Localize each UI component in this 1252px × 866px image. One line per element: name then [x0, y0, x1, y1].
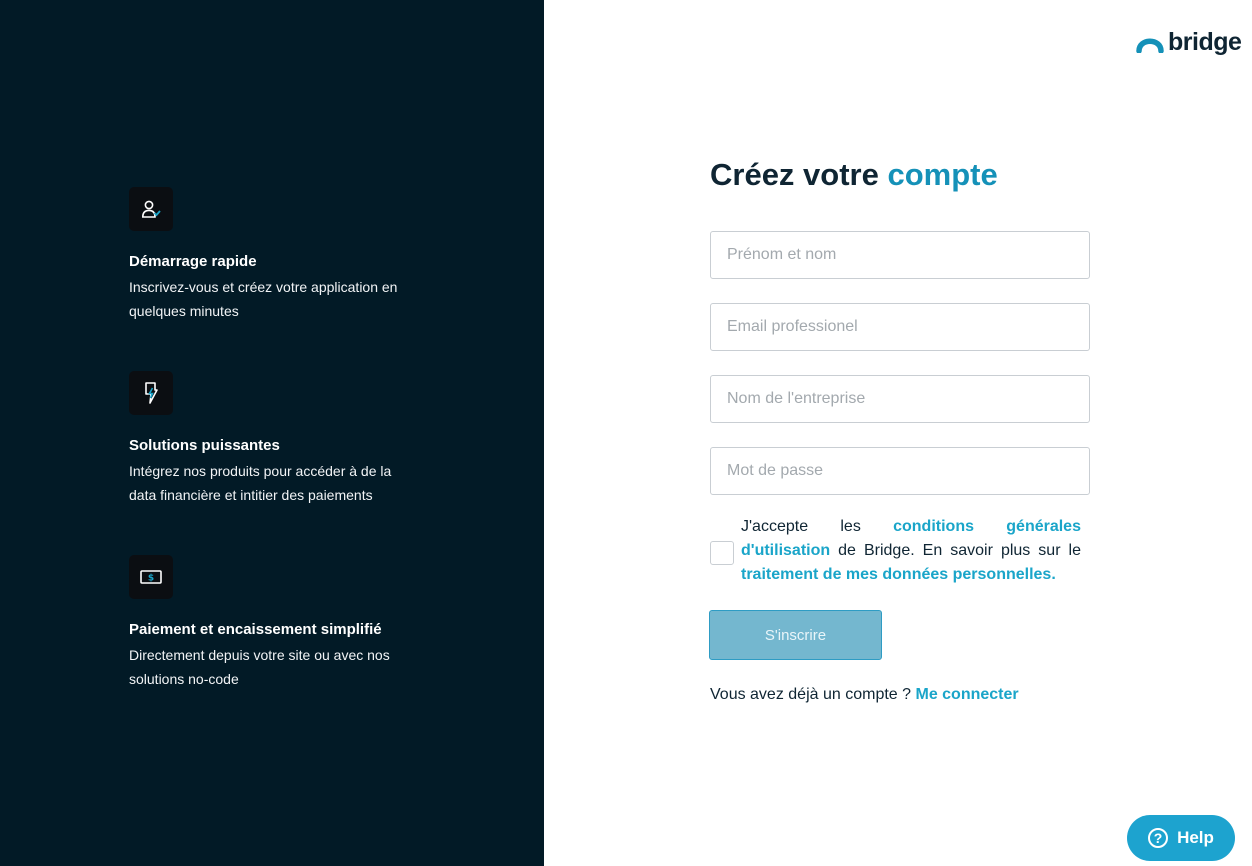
svg-text:$: $ — [147, 573, 155, 584]
feature-description — [129, 459, 419, 507]
privacy-link[interactable]: traitement de mes données personnelles. — [741, 566, 1056, 583]
terms-text — [741, 515, 1081, 587]
logo-text: bridge — [1168, 28, 1242, 56]
left-panel — [0, 0, 544, 866]
password-input[interactable] — [710, 447, 1090, 495]
full-name-input[interactable] — [710, 231, 1090, 279]
feature-description-line: Intégrez nos produits pour accéder à de la — [129, 463, 392, 479]
title-text: Créez votre — [710, 157, 879, 192]
feature-description — [129, 275, 419, 323]
user-check-icon — [129, 187, 173, 231]
bridge-logo[interactable] — [1136, 28, 1241, 57]
login-link[interactable]: Me connecter — [915, 686, 1019, 703]
login-prompt — [710, 684, 1019, 706]
signup-button[interactable]: S'inscrire — [709, 610, 882, 660]
feature-description-line: solutions no-code — [129, 671, 239, 687]
feature-description-line: Inscrivez-vous et créez votre application en — [129, 279, 398, 295]
feature-description-line: data financière et intitier des paiements — [129, 487, 373, 503]
terms-of-use-link[interactable]: conditions générales d'utilisation — [741, 518, 1081, 559]
terms-text-part: de Bridge. En savoir plus sur le — [838, 542, 1081, 559]
terms-text-part: J'accepte les — [741, 518, 861, 535]
email-input[interactable] — [710, 303, 1090, 351]
feature-title: Paiement et encaissement simplifié — [129, 621, 382, 638]
lightning-icon — [129, 371, 173, 415]
login-prompt-text: Vous avez déjà un compte ? — [710, 686, 912, 703]
help-label: Help — [1177, 828, 1214, 847]
title-accent: compte — [887, 157, 998, 192]
company-name-input[interactable] — [710, 375, 1090, 423]
question-mark-icon: ? — [1148, 828, 1168, 848]
payment-card-icon — [129, 555, 173, 599]
feature-simplified-payment — [129, 555, 419, 691]
help-button[interactable] — [1127, 815, 1235, 861]
feature-quick-start — [129, 187, 419, 323]
feature-description-line: quelques minutes — [129, 303, 239, 319]
feature-powerful-solutions — [129, 371, 419, 507]
terms-checkbox[interactable] — [710, 541, 734, 565]
feature-description-line: Directement depuis votre site ou avec nos — [129, 647, 390, 663]
feature-title: Solutions puissantes — [129, 437, 280, 454]
bridge-arc-icon — [1136, 33, 1164, 53]
page-title — [710, 154, 998, 196]
feature-title: Démarrage rapide — [129, 253, 257, 270]
feature-description — [129, 643, 419, 691]
